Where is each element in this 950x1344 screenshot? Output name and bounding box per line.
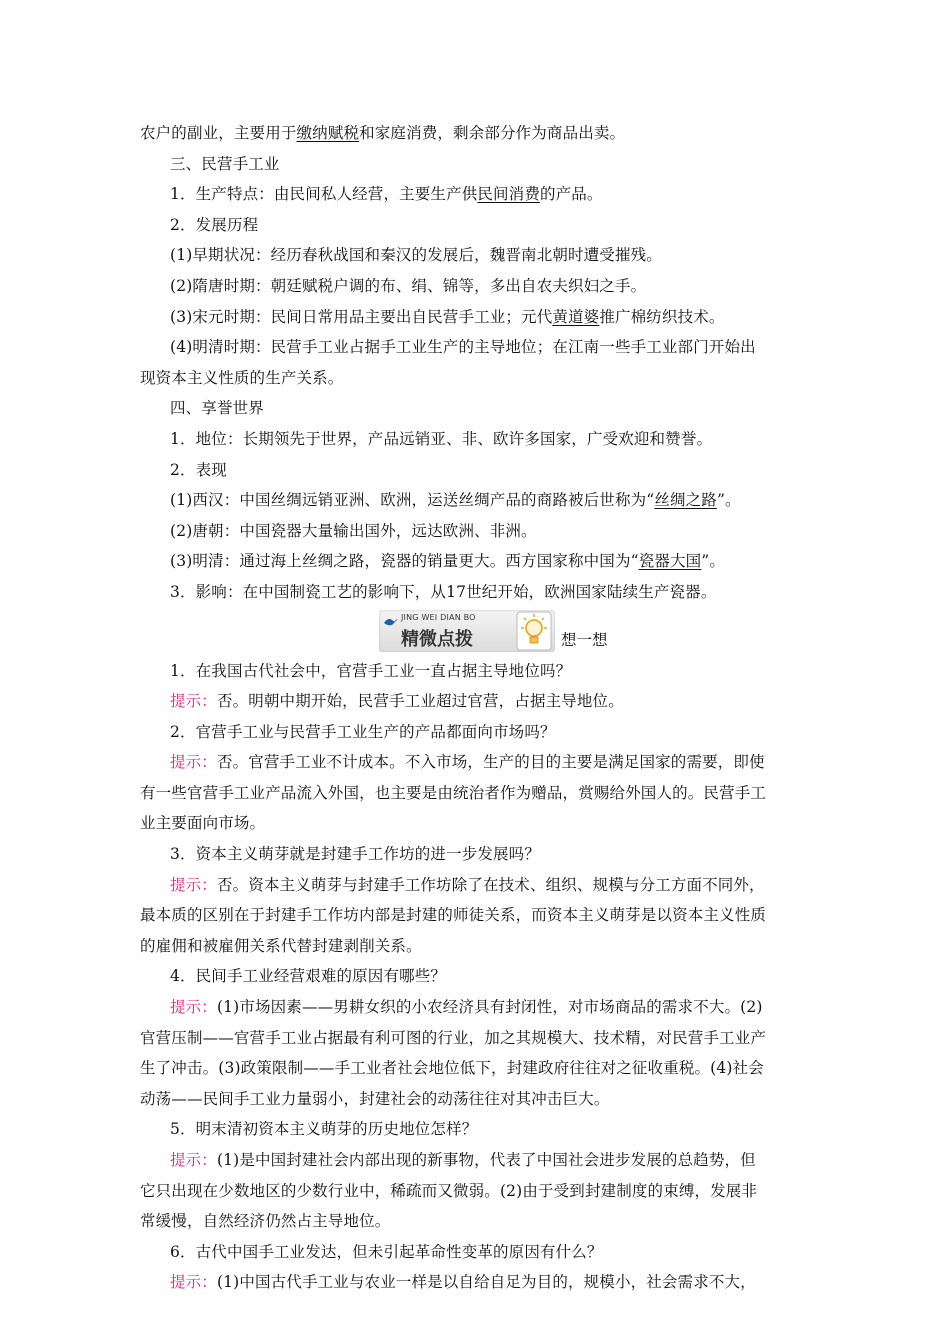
text-span: 4．民间手工业经营艰难的原因有哪些？ bbox=[170, 967, 447, 986]
text-line bbox=[140, 455, 812, 486]
text-line bbox=[140, 149, 812, 180]
text-line bbox=[140, 1206, 812, 1237]
text-span: 现资本主义性质的生产关系。 bbox=[140, 368, 344, 387]
text-span: 业主要面向市场。 bbox=[140, 814, 266, 833]
text-span: 农户的副业，主要用于 bbox=[140, 124, 297, 142]
text-line bbox=[140, 302, 812, 333]
hint-label: 提示： bbox=[170, 875, 217, 894]
banner-title: 精微点拨 bbox=[401, 628, 473, 650]
text-span: 最本质的区别在于封建手工作坊内部是封建的师徒关系，而资本主义萌芽是以资本主义性质 bbox=[140, 906, 767, 925]
text-line bbox=[140, 686, 812, 717]
text-span: 5．明末清初资本主义萌芽的历史地位怎样？ bbox=[170, 1120, 478, 1139]
banner-pinyin: JING WEI DIAN BO bbox=[401, 612, 476, 622]
underlined-term: 瓷器大国 bbox=[638, 552, 702, 571]
text-span: (1)中国古代手工业与农业一样是以自给自足为目的，规模小，社会需求不大， bbox=[216, 1273, 756, 1292]
text-span: ”。 bbox=[716, 491, 741, 510]
underlined-term: 民间消费 bbox=[477, 185, 540, 204]
underlined-term: 黄道婆 bbox=[552, 307, 600, 326]
text-span: (1)早期状况：经历春秋战国和秦汉的发展后，魏晋南北朝时遭受摧残。 bbox=[170, 246, 662, 265]
text-span: 推广棉纺织技术。 bbox=[599, 307, 725, 326]
text-span: 3．影响：在中国制瓷工艺的影响下，从17世纪开始，欧洲国家陆续生产瓷器。 bbox=[170, 582, 717, 601]
text-line bbox=[140, 1114, 812, 1145]
text-line bbox=[140, 118, 812, 149]
text-line bbox=[140, 778, 812, 809]
text-span: 三、民营手工业 bbox=[170, 154, 280, 173]
text-line bbox=[140, 931, 812, 962]
text-line bbox=[140, 546, 812, 577]
underlined-term: 缴纳赋税 bbox=[296, 124, 360, 142]
text-line bbox=[140, 1023, 812, 1054]
text-line bbox=[140, 363, 812, 394]
text-line bbox=[140, 1237, 812, 1268]
text-span: 2．发展历程 bbox=[170, 215, 259, 234]
text-line bbox=[140, 717, 812, 748]
text-line bbox=[140, 516, 812, 547]
text-span: ”。 bbox=[701, 552, 726, 571]
text-span: 2．表现 bbox=[170, 460, 227, 479]
hint-label: 提示： bbox=[170, 753, 217, 772]
section-banner-row bbox=[140, 610, 812, 656]
text-span: 有一些官营手工业产品流入外国，也主要是由统治者作为赠品，赏赐给外国人的。民营手工 bbox=[140, 783, 767, 802]
underlined-term: 丝绸之路 bbox=[654, 491, 717, 510]
text-span: 四、享誉世界 bbox=[170, 399, 264, 418]
text-line bbox=[140, 271, 812, 302]
text-line bbox=[140, 900, 812, 931]
text-span: (3)明清：通过海上丝绸之路，瓷器的销量更大。西方国家称中国为“ bbox=[170, 552, 639, 571]
text-line bbox=[140, 808, 812, 839]
hint-label: 提示： bbox=[170, 692, 217, 711]
text-span: (2)隋唐时期：朝廷赋税户调的布、绢、锦等，多出自农夫织妇之手。 bbox=[170, 276, 647, 295]
text-line bbox=[140, 1053, 812, 1084]
text-span: (4)明清时期：民营手工业占据手工业生产的主导地位；在江南一些手工业部门开始出 bbox=[170, 338, 756, 357]
text-span: 的产品。 bbox=[539, 185, 603, 204]
text-line bbox=[140, 992, 812, 1023]
text-span: 的雇佣和被雇佣关系代替封建剥削关系。 bbox=[140, 936, 422, 955]
text-span: 它只出现在少数地区的少数行业中，稀疏而又微弱。(2)由于受到封建制度的束缚，发展非 bbox=[140, 1181, 758, 1200]
document-page bbox=[140, 118, 812, 1298]
text-span: 否。明朝中期开始，民营手工业超过官营，占据主导地位。 bbox=[216, 692, 624, 711]
banner-subtitle: 想一想 bbox=[561, 630, 608, 649]
text-span: 动荡——民间手工业力量弱小，封建社会的动荡往往对其冲击巨大。 bbox=[140, 1089, 610, 1108]
text-line bbox=[140, 656, 812, 687]
text-line bbox=[140, 485, 812, 516]
text-line bbox=[140, 393, 812, 424]
text-span: 6．古代中国手工业发达，但未引起革命性变革的原因有什么？ bbox=[170, 1242, 603, 1261]
text-line bbox=[140, 240, 812, 271]
bird-icon bbox=[383, 614, 399, 630]
text-span: 否。官营手工业不计成本。不入市场，生产的目的主要是满足国家的需要，即使 bbox=[216, 753, 765, 772]
text-span: 1．在我国古代社会中，官营手工业一直占据主导地位吗？ bbox=[170, 661, 572, 680]
lightbulb-icon bbox=[516, 611, 552, 651]
text-line bbox=[140, 332, 812, 363]
text-line bbox=[140, 1176, 812, 1207]
text-span: (1)西汉：中国丝绸远销亚洲、欧洲，运送丝绸产品的商路被后世称为“ bbox=[170, 491, 655, 510]
section-banner bbox=[379, 610, 555, 652]
text-span: 1．生产特点：由民间私人经营，主要生产供 bbox=[170, 185, 478, 204]
text-span: 和家庭消费，剩余部分作为商品出卖。 bbox=[359, 124, 626, 142]
text-span: 常缓慢，自然经济仍然占主导地位。 bbox=[140, 1212, 391, 1231]
text-span: (3)宋元时期：民间日常用品主要出自民营手工业；元代 bbox=[170, 307, 553, 326]
text-span: 3．资本主义萌芽就是封建手工作坊的进一步发展吗？ bbox=[170, 845, 540, 864]
text-span: (1)是中国封建社会内部出现的新事物，代表了中国社会进步发展的总趋势，但 bbox=[216, 1151, 756, 1169]
text-span: 官营压制——官营手工业占据最有利可图的行业，加之其规模大、技术精，对民营手工业产 bbox=[140, 1028, 767, 1047]
text-line bbox=[140, 179, 812, 210]
text-span: 生了冲击。(3)政策限制——手工业者社会地位低下，封建政府往往对之征收重税。(4)社会 bbox=[140, 1059, 764, 1078]
text-line bbox=[140, 577, 812, 608]
text-line bbox=[140, 747, 812, 778]
text-line bbox=[140, 210, 812, 241]
text-line bbox=[140, 1145, 812, 1176]
text-line bbox=[140, 961, 812, 992]
text-span: 否。资本主义萌芽与封建手工作坊除了在技术、组织、规模与分工方面不同外， bbox=[216, 875, 765, 894]
text-span: 1．地位：长期领先于世界，产品远销亚、非、欧许多国家，广受欢迎和赞誉。 bbox=[170, 429, 713, 448]
text-span: (1)市场因素——男耕女织的小农经济具有封闭性，对市场商品的需求不大。(2) bbox=[216, 998, 763, 1017]
text-line bbox=[140, 1267, 812, 1298]
text-line bbox=[140, 839, 812, 870]
text-line bbox=[140, 870, 812, 901]
text-span: 2．官营手工业与民营手工业生产的产品都面向市场吗？ bbox=[170, 722, 556, 741]
hint-label: 提示： bbox=[170, 1151, 217, 1169]
text-line bbox=[140, 424, 812, 455]
hint-label: 提示： bbox=[170, 1273, 217, 1292]
text-line bbox=[140, 1084, 812, 1115]
text-span: (2)唐朝：中国瓷器大量输出国外，远达欧洲、非洲。 bbox=[170, 521, 537, 540]
hint-label: 提示： bbox=[170, 998, 217, 1017]
